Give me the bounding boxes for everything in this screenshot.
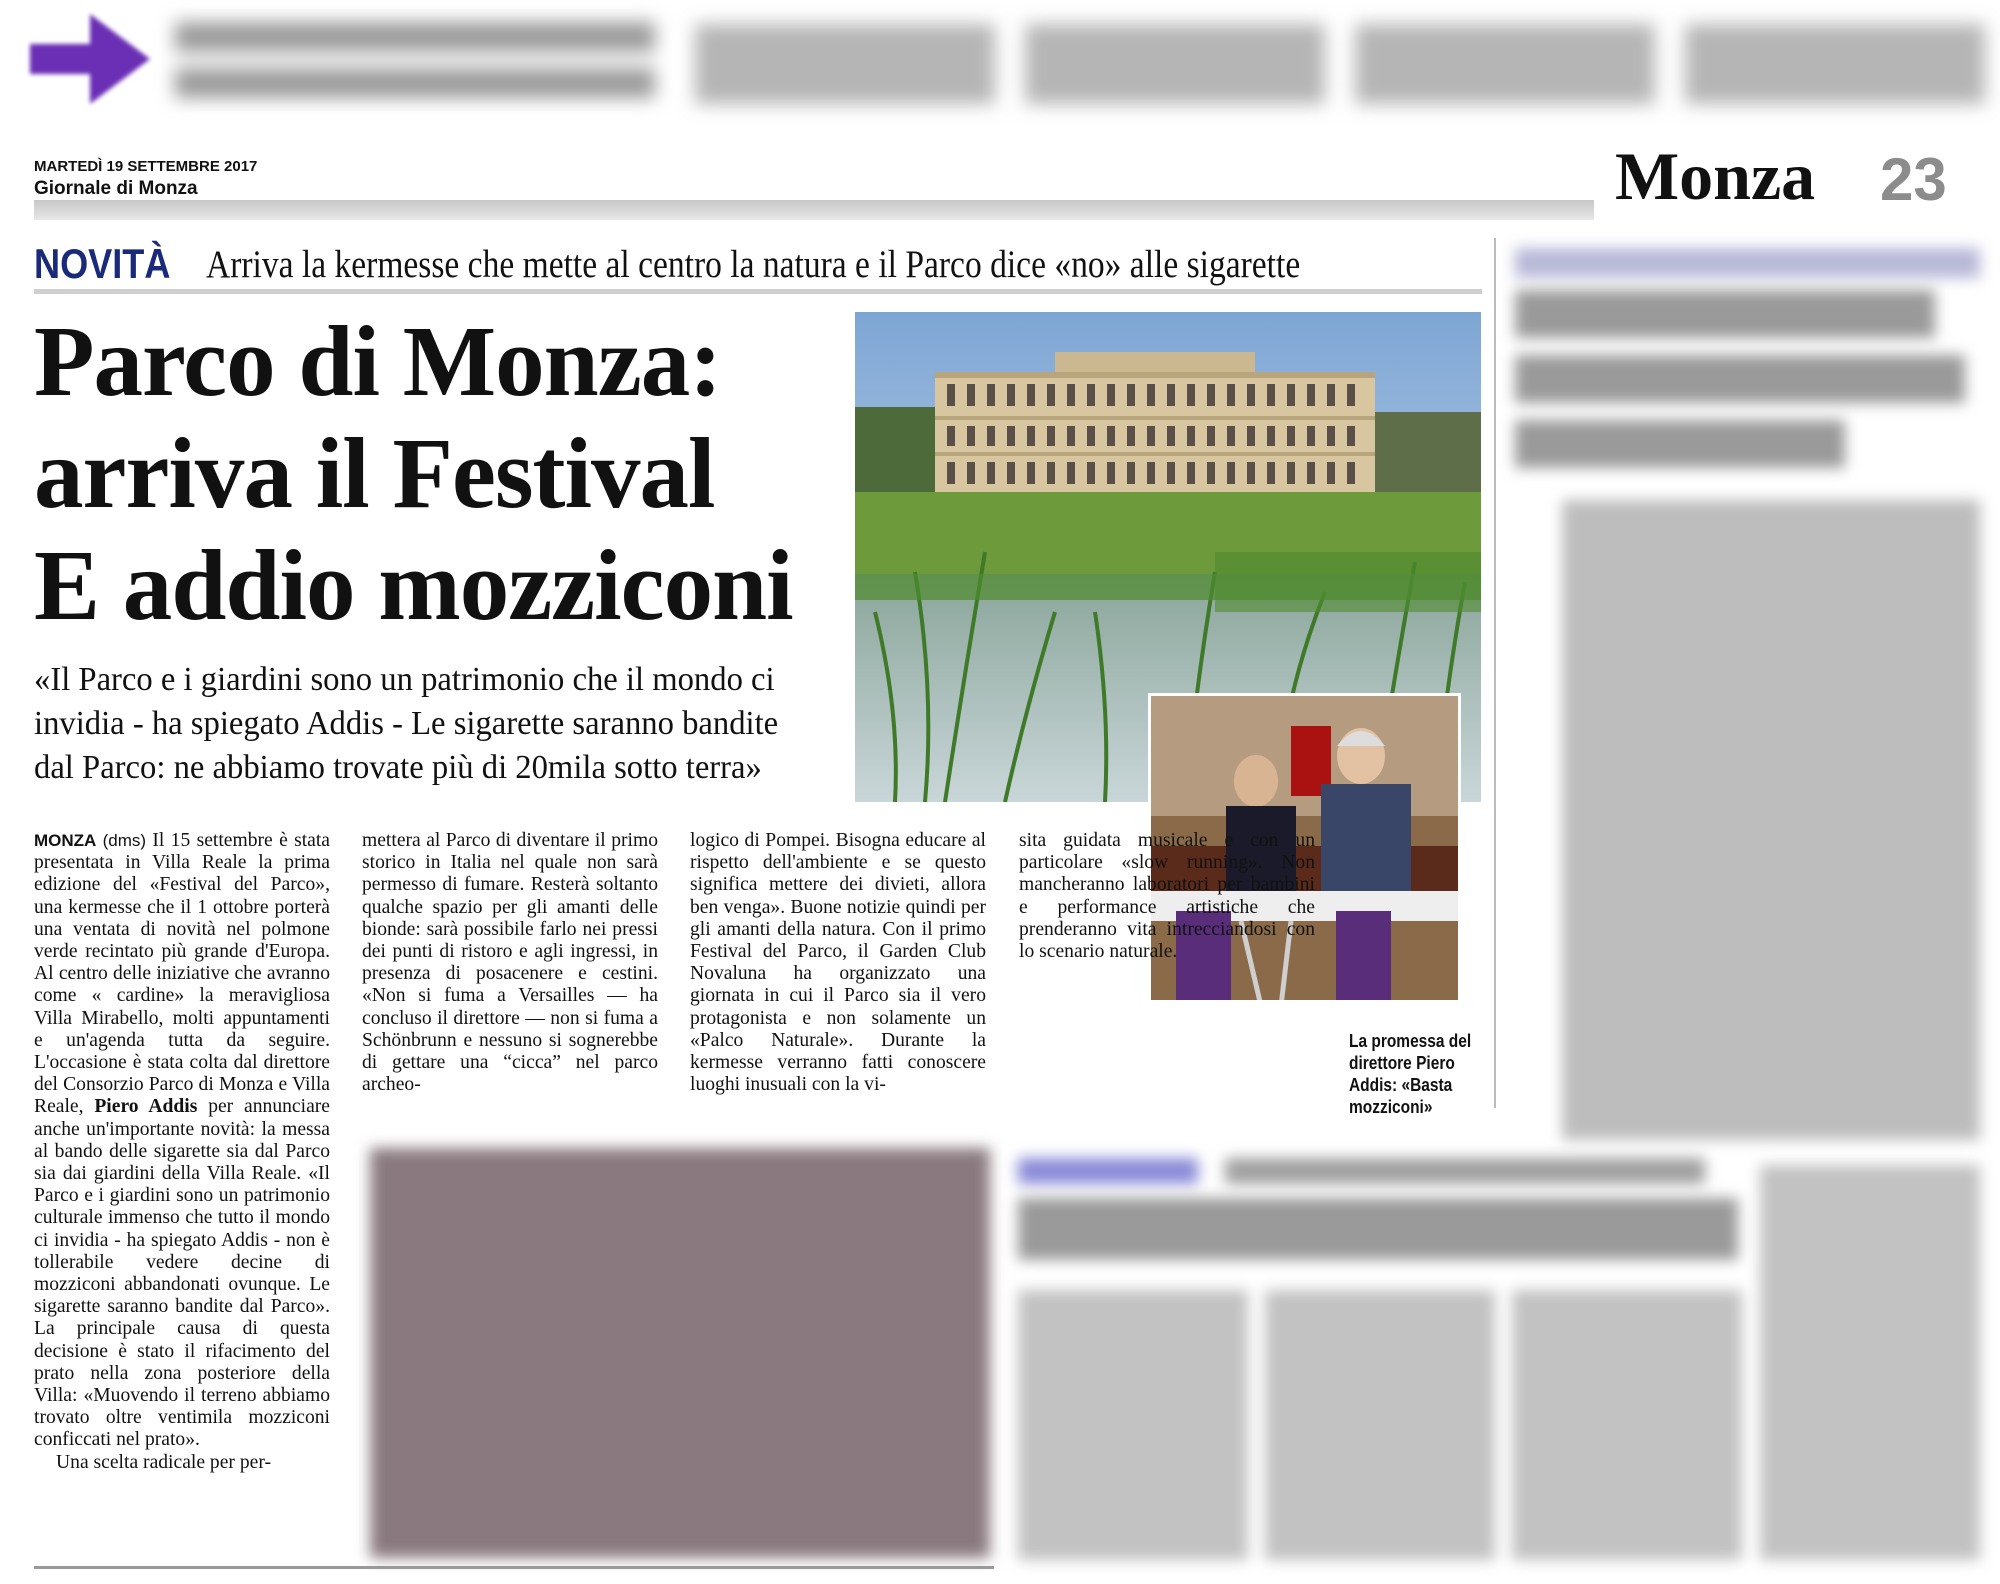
article-column-1 [34, 830, 330, 1474]
blurred-bottom-kicker-text [1225, 1158, 1705, 1184]
blurred-teaser-strip [175, 18, 1985, 113]
page-number: 23 [1880, 146, 1947, 213]
section-title: Monza [1615, 138, 1816, 214]
blurred-sidebar-headline [1515, 290, 1935, 338]
column-1-body: per annunciare anche un'importante novità: la messa al bando delle sigarette sia dal Parco sia dai giardini della Villa Reale. «Il Parco e i giardini sono un patrimonio culturale immenso che tutto il mondo ci invidia - ha spiegato Addis - non è tollerabile vedere decine di mozziconi abbandonati ovunque. Le sigarette saranno bandite dal Parco». La principale causa di questa decisione è stato il rifacimento del prato nella zona posteriore della Villa: «Muovendo il terreno abbiamo trovato oltre ventimila mozziconi conficcati nel prato». [34, 1096, 330, 1451]
headline-line-3: E addio mozziconi [34, 529, 793, 641]
blurred-bottom-text [1265, 1290, 1495, 1560]
blurred-bottom-text [1018, 1290, 1248, 1560]
article-column-3: logico di Pompei. Bisogna educare al rispetto dell'ambiente e se questo significa mettere dei divieti, allora ben venga». Buone notizie quindi per gli amanti della natura. Con il primo Festival del Parco, il Garden Club Novaluna ha organizzato una giornata in cui il Parco sia il vero protagonista e non solamente un «Palco Naturale». Durante la kermesse verranno fatti conoscere luoghi inusuali con la vi- [690, 830, 986, 1096]
masthead-rule [34, 200, 1594, 220]
article-column-4: sita guidata musicale e con un particolare «slow running». Non mancheranno laboratori per bambini e performance artistiche che prenderanno vita intrecciandosi con lo scenario naturale. [1019, 830, 1315, 963]
article-summary: «Il Parco e i giardini sono un patrimonio che il mondo ci invidia - ha spiegato Addis - Le sigarette saranno bandite dal Parco: ne abbiamo trovate più di 20mila sotto terra» [34, 661, 779, 786]
bottom-rule [34, 1566, 994, 1569]
person-name: Piero Addis [94, 1096, 198, 1118]
column-1-last-line: Una scelta radicale per per- [56, 1451, 272, 1473]
photo-caption: La promessa del direttore Piero Addis: «Basta mozziconi» [1349, 1031, 1472, 1117]
article-headline [34, 305, 838, 641]
blurred-sidebar-article [1515, 248, 1980, 278]
blurred-bottom-kicker [1018, 1158, 1198, 1184]
byline-code: (dms) [102, 831, 147, 850]
blurred-bottom-text [1512, 1290, 1742, 1560]
blurred-bottom-headline [1018, 1198, 1738, 1260]
blurred-sidebar-headline [1515, 420, 1845, 468]
kicker-tag: NOVITÀ [34, 240, 171, 287]
blurred-group-photo [370, 1148, 990, 1558]
column-1-lead: Il 15 settembre è stata presentata in Villa Reale la prima edizione del «Festival del Parco», una kermesse che il 1 ottobre porterà una ventata di novità nel polmone verde recintato più grande d'Europa. Al centro delle iniziative che avranno come « cardine» la meravigliosa Villa Mirabello, molti appuntamenti e un'agenda tutta da seguire. L'occasione è stata colta dal direttore del Consorzio Parco di Monza e Villa Reale, [34, 830, 330, 1118]
headline-line-2: arriva il Festival [34, 417, 715, 529]
byline-city: MONZA [34, 831, 97, 850]
kicker-text: Arriva la kermesse che mette al centro la natura e il Parco dice «no» alle sigarette [206, 243, 1301, 286]
column-divider [1494, 238, 1496, 1108]
article-kicker [34, 238, 1482, 294]
article-column-2: mettera al Parco di diventare il primo storico in Italia nel quale non sarà permesso di fumare. Resterà soltanto qualche spazio per gli amanti delle bionde: sarà possibile farlo nei pressi dei punti di ristoro e agli ingressi, in presenza di posacenere e cestini. «Non si fuma a Versailles — ha concluso il direttore — non si fuma a Schönbrunn e nessuno si sognerebbe di gettare una “cicca” nel parco archeo- [362, 830, 658, 1096]
blurred-sidebar-headline [1515, 355, 1965, 403]
headline-line-1: Parco di Monza: [34, 305, 722, 417]
blurred-bottom-text [1760, 1165, 1980, 1560]
blurred-sidebar-body [1562, 500, 1980, 1140]
newspaper-name: Giornale di Monza [34, 178, 198, 199]
arrow-right-icon [30, 14, 150, 104]
edition-date: MARTEDÌ 19 SETTEMBRE 2017 [34, 158, 258, 175]
